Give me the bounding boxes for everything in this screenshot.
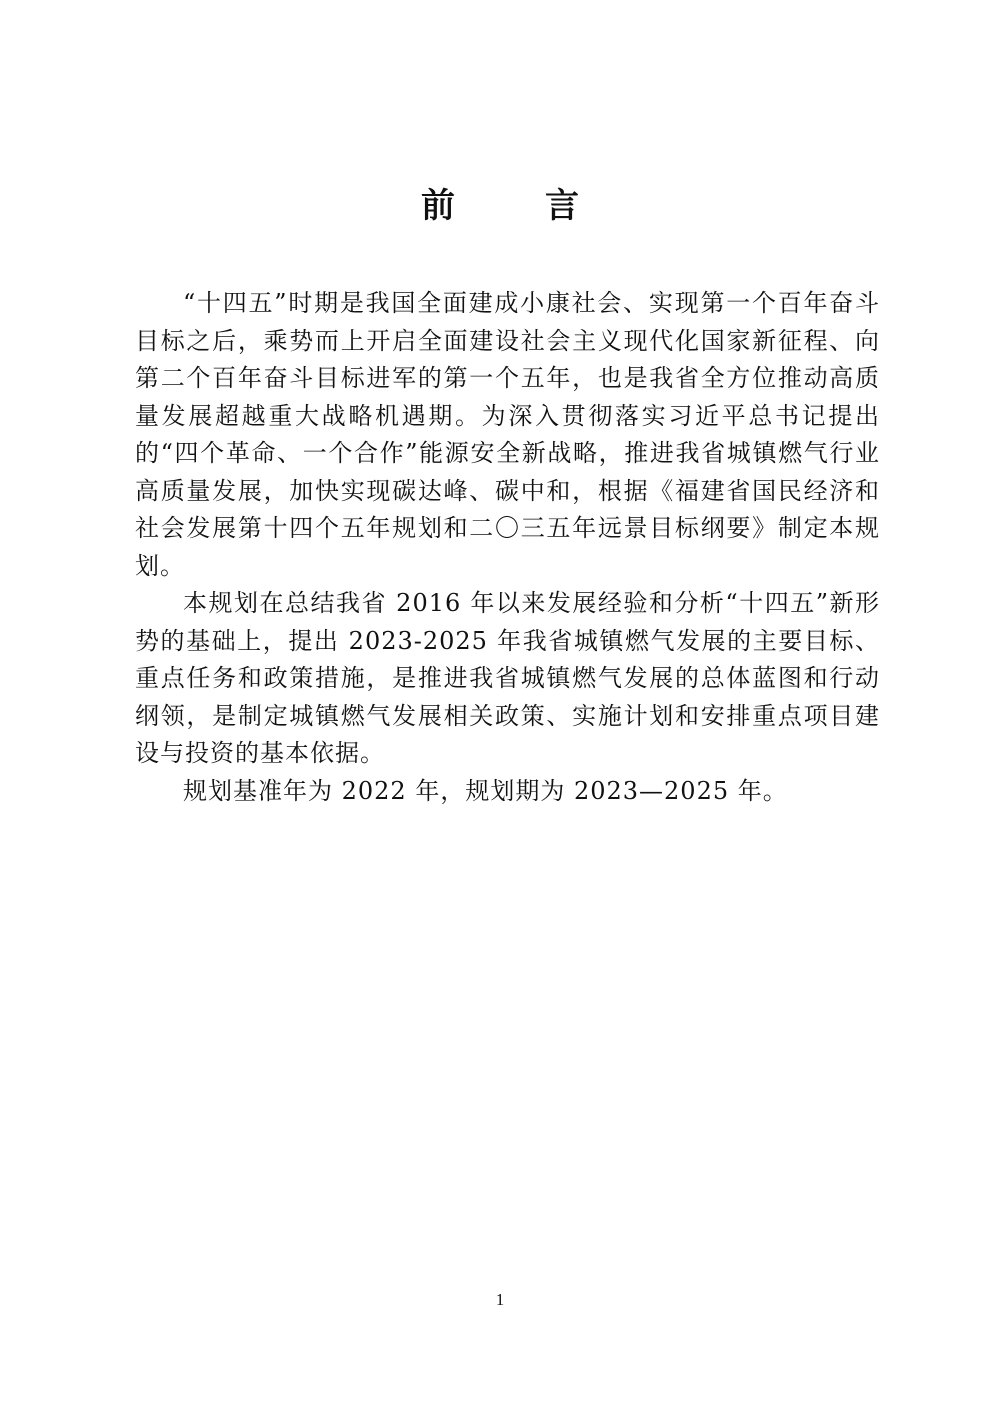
- page-title: 前 言: [421, 186, 607, 226]
- paragraph-scope: 本规划在总结我省 2016 年以来发展经验和分析“十四五”新形势的基础上，提出 2023-2025 年我省城镇燃气发展的主要目标、重点任务和政策措施，是推进我省城镇燃气发展的总体蓝图和行动纲领，是制定城镇燃气发展相关政策、实施计划和安排重点项目建设与投资的基本依据。: [135, 589, 880, 767]
- body-text: [135, 285, 880, 810]
- paragraph-intro: “十四五”时期是我国全面建成小康社会、实现第一个百年奋斗目标之后，乘势而上开启全面建设社会主义现代化国家新征程、向第二个百年奋斗目标进军的第一个五年，也是我省全方位推动高质量发展超越重大战略机遇期。为深入贯彻落实习近平总书记提出的“四个革命、一个合作”能源安全新战略，推进我省城镇燃气行业高质量发展，加快实现碳达峰、碳中和，根据《福建省国民经济和社会发展第十四个五年规划和二〇三五年远景目标纲要》制定本规划。: [135, 289, 880, 580]
- paragraph-period: 规划基准年为 2022 年，规划期为 2023—2025 年。: [183, 776, 788, 805]
- page-number: 1: [495, 1290, 505, 1309]
